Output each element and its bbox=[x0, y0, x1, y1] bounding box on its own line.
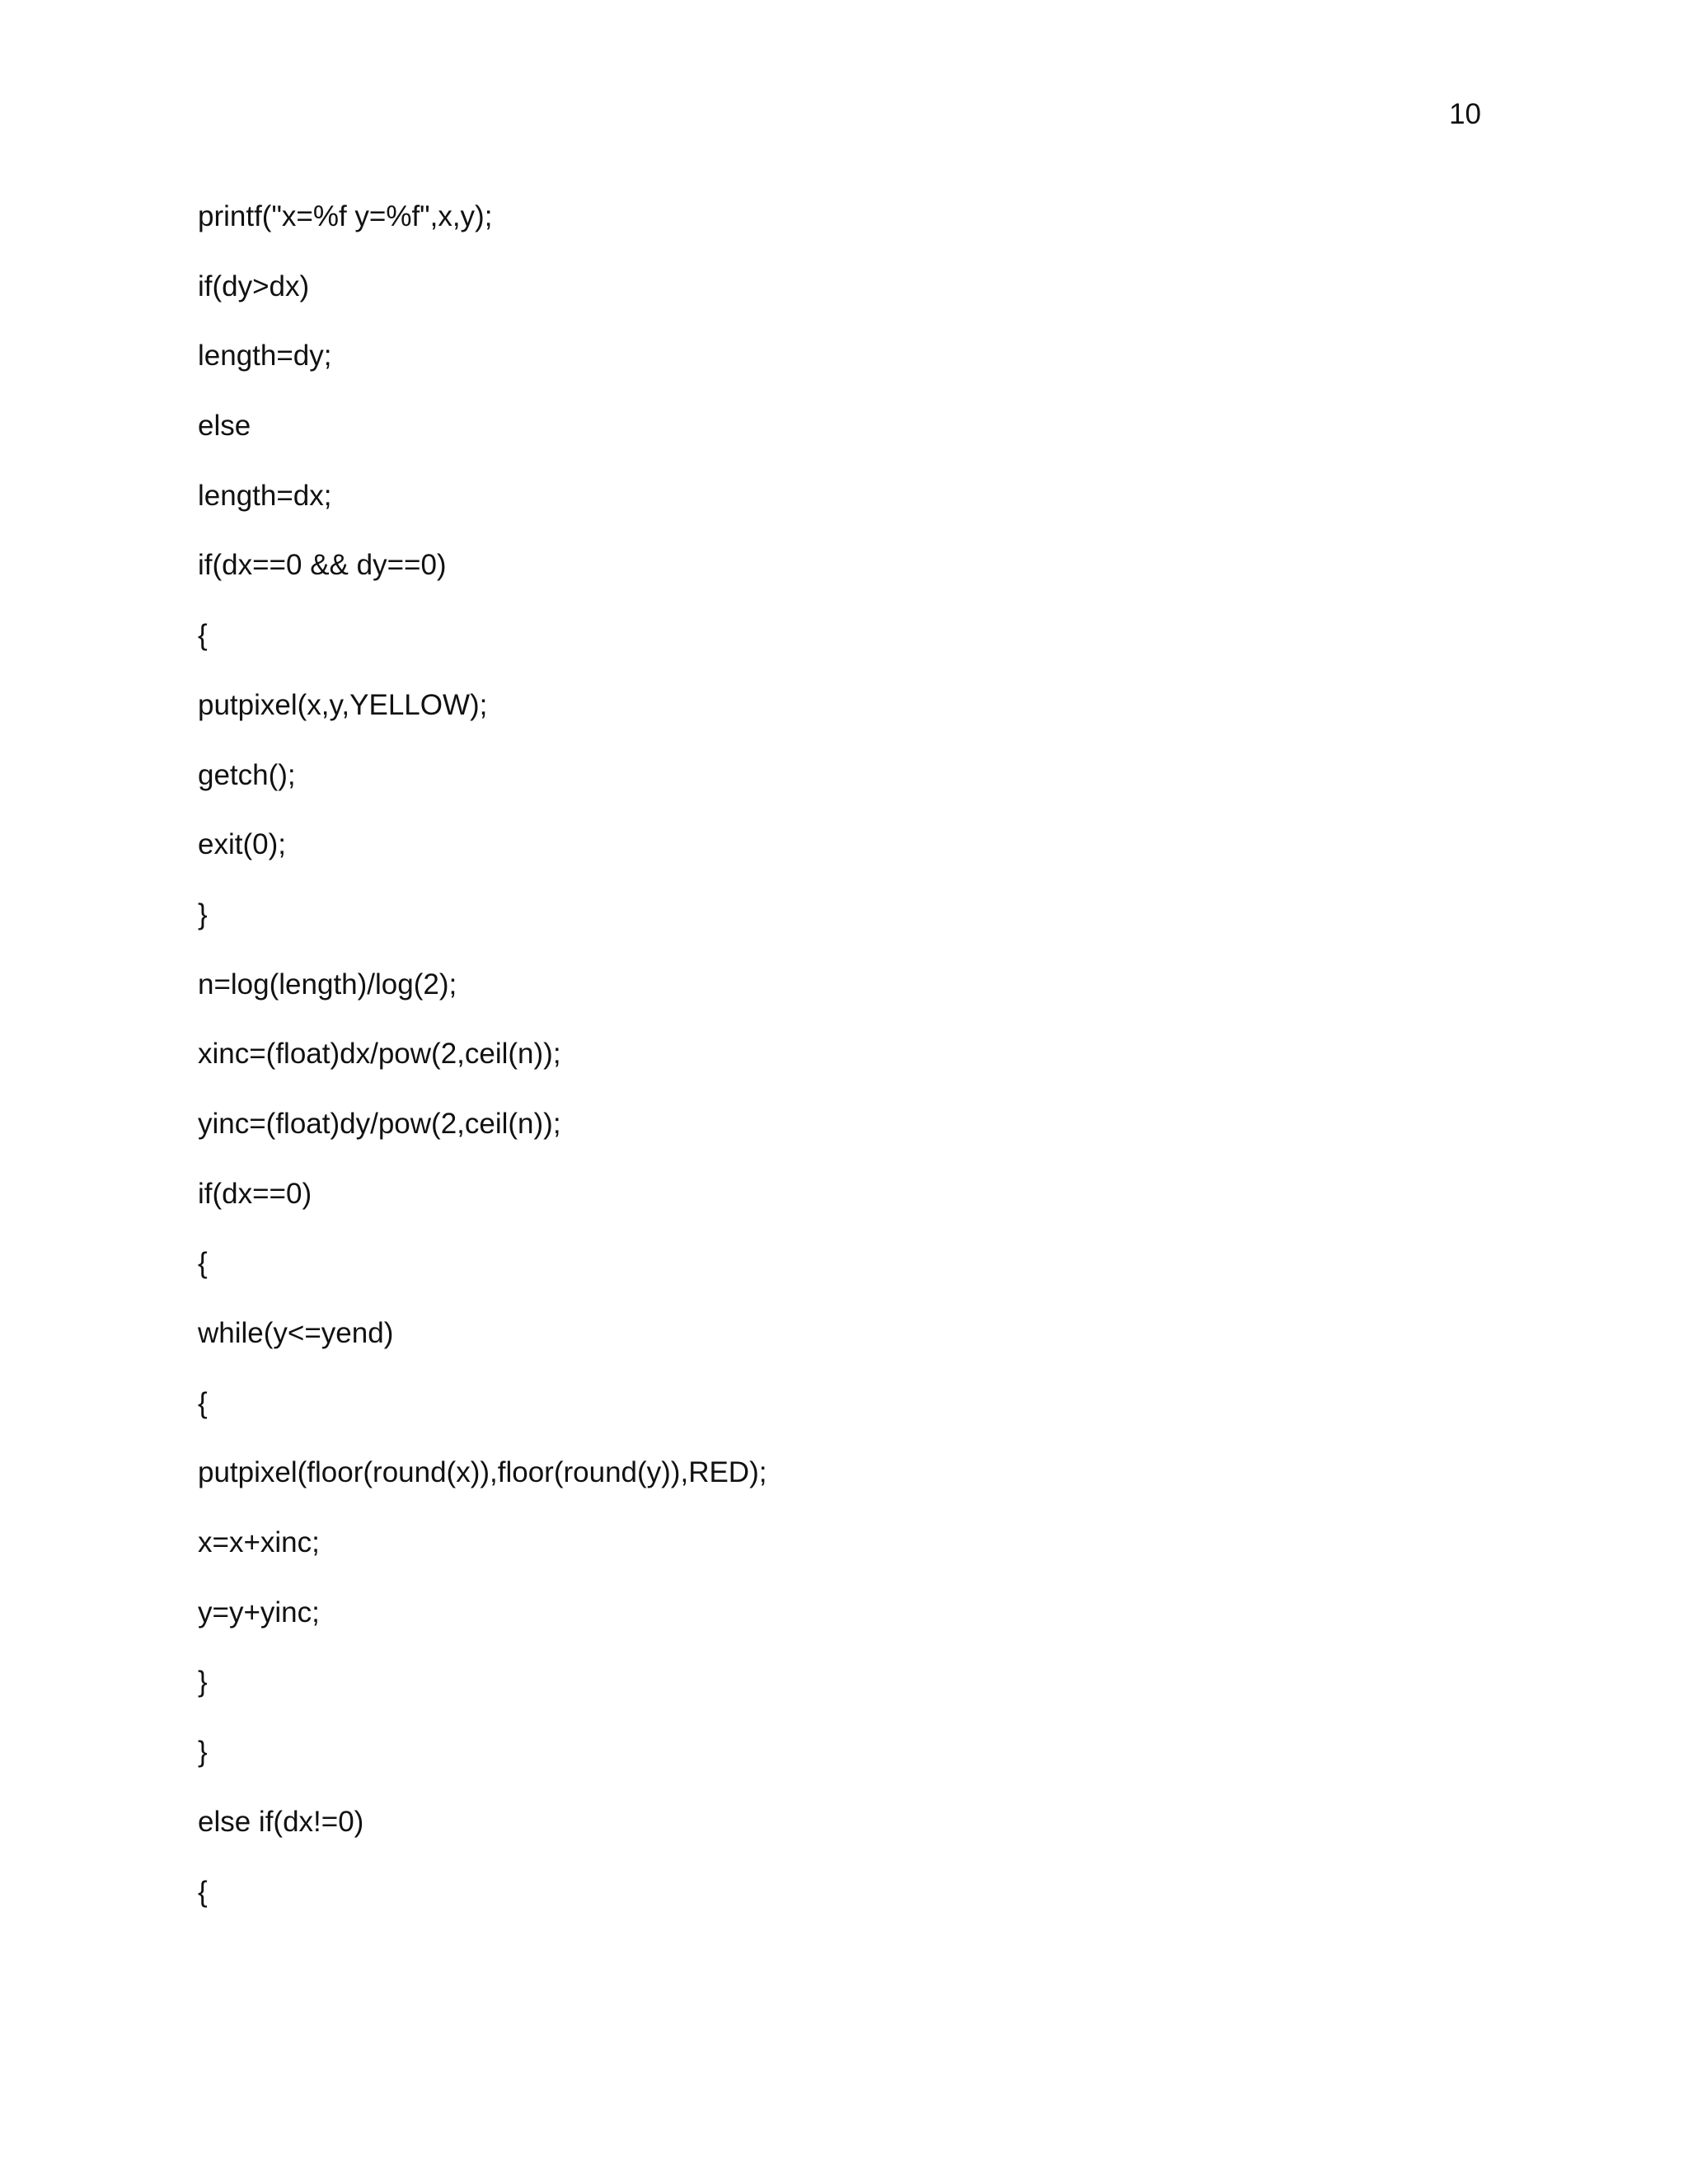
code-line: { bbox=[198, 619, 208, 652]
code-line: { bbox=[198, 1247, 208, 1280]
code-line: } bbox=[198, 1736, 208, 1769]
code-line: if(dx==0) bbox=[198, 1177, 312, 1210]
code-line: exit(0); bbox=[198, 828, 286, 861]
page-number: 10 bbox=[1449, 98, 1481, 130]
code-line: while(y<=yend) bbox=[198, 1317, 394, 1349]
code-line: if(dx==0 && dy==0) bbox=[198, 549, 447, 582]
code-line: { bbox=[198, 1386, 208, 1419]
code-listing bbox=[198, 199, 767, 1944]
code-line: yinc=(float)dy/pow(2,ceil(n)); bbox=[198, 1107, 561, 1140]
code-line: length=dy; bbox=[198, 340, 332, 373]
code-line: { bbox=[198, 1875, 208, 1908]
code-line: xinc=(float)dx/pow(2,ceil(n)); bbox=[198, 1038, 561, 1071]
code-line: } bbox=[198, 898, 208, 930]
code-line: else if(dx!=0) bbox=[198, 1805, 364, 1838]
code-line: else bbox=[198, 410, 251, 443]
code-line: y=y+yinc; bbox=[198, 1596, 320, 1629]
code-line: length=dx; bbox=[198, 479, 332, 512]
code-line: n=log(length)/log(2); bbox=[198, 968, 457, 1001]
code-line: putpixel(x,y,YELLOW); bbox=[198, 688, 488, 721]
code-line: printf("x=%f y=%f",x,y); bbox=[198, 200, 493, 232]
code-line: } bbox=[198, 1666, 208, 1699]
code-line: putpixel(floor(round(x)),floor(round(y)),RED); bbox=[198, 1456, 767, 1489]
code-line: if(dy>dx) bbox=[198, 269, 310, 302]
code-line: x=x+xinc; bbox=[198, 1526, 320, 1559]
code-line: getch(); bbox=[198, 758, 296, 791]
